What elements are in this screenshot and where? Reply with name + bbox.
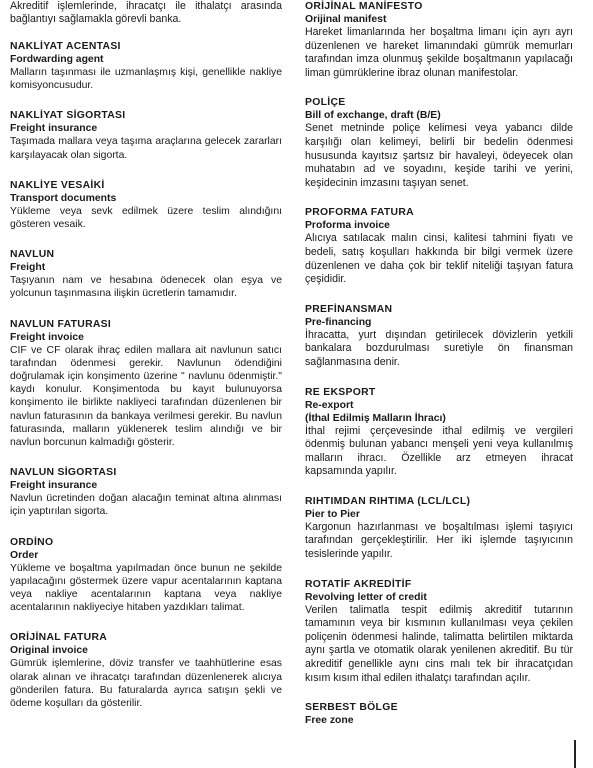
glossary-entry <box>305 386 573 479</box>
entry-translation: Proforma invoice <box>305 220 390 232</box>
glossary-entry <box>305 206 573 286</box>
left-column <box>10 0 282 727</box>
entry-translation: Orijinal manifest <box>305 14 387 25</box>
glossary-entry <box>10 318 282 450</box>
right-entries <box>305 0 573 727</box>
glossary-entry <box>305 578 573 686</box>
entry-translation: Freight insurance <box>10 123 98 135</box>
entry-term: POLİÇE <box>305 97 346 109</box>
glossary-entry <box>10 536 282 615</box>
glossary-entry <box>10 179 282 231</box>
glossary-entry <box>10 248 282 300</box>
entry-translation: Order <box>10 549 39 561</box>
entry-term: SERBEST BÖLGE <box>305 702 398 714</box>
glossary-entry <box>305 96 573 190</box>
glossary-entry <box>10 631 282 710</box>
entry-definition: İhracatta, yurt dışından getirilecek dövizlerin yetkili bankalara bozdurulması suretiyle ön finansman sağlanmasına denir. <box>305 328 573 368</box>
entry-definition: Hareket limanlarında her boşaltma limanı için ayrı ayrı düzenlenen ve hareket limanındaki gümrük memurları tarafından imza olunmuş şekilde boşaltmanın yapılacağı liman gümrüklerine ibraz olunan manifestolar. <box>305 26 573 79</box>
entry-definition: Navlun ücretinden doğan alacağın teminat altına alınması için yaptırılan sigorta. <box>10 493 282 518</box>
entry-definition: İthal rejimi çerçevesinde ithal edilmiş ve vergileri ödenmiş bulunan yabancı menşeli yeni veya kullanılmış malların ihracı. Özellikle arz etmeyen ihracat kapsamında yapılır. <box>305 424 573 478</box>
entry-translation: Free zone <box>305 715 354 727</box>
entry-term: ORİJİNAL FATURA <box>10 632 108 644</box>
entry-translation: Pier to Pier <box>305 508 360 520</box>
glossary-entry <box>305 495 573 562</box>
entry-translation: Freight <box>10 262 46 274</box>
entry-term: RIHTIMDAN RIHTIMA (LCL/LCL) <box>305 495 471 507</box>
entry-translation: Freight invoice <box>10 331 84 343</box>
entry-term: ROTATİF AKREDİTİF <box>305 578 412 590</box>
entry-term: NAVLUN <box>10 249 55 261</box>
entry-translation: Re-export (İthal Edilmiş Malların İhracı) <box>305 399 446 424</box>
entry-translation: Revolving letter of credit <box>305 591 427 603</box>
entry-definition: Senet metninde poliçe kelimesi veya yabancı dilde karşılığı olan kelimeyi, belirli bir bedelin ödenmesi hususunda kayıtsız şartsız bir havaleyi, ödeyecek olan muhatabın ad ve soyadını, keşide tarihi ve yerini, keşidecinin imzasını taşıyan senet. <box>305 122 573 189</box>
entry-translation: Transport documents <box>10 192 117 204</box>
entry-definition: Verilen talimatla tespit edilmiş akreditif tutarının tamamının veya bir kısmının kullanılması veya çekilen poliçenin ödenmesi halinde, talimatta belirtilen miktarda aynı şartla ve otomatik olarak yenilenen akreditif. Bu tür akreditif genellikle aynı cins malı tek bir ihracatçıdan kısım kısım ithal edilen ithalatçı tarafından açılır. <box>305 603 573 684</box>
entry-term: PREFİNANSMAN <box>305 303 393 315</box>
entry-term: NAVLUN SİGORTASI <box>10 467 117 479</box>
left-top-fragment: Akreditif işlemlerinde, ihracatçı ile ithalatçı arasında bağlantıyı sağlamakla görevli banka. <box>10 0 282 25</box>
entry-translation: Pre-financing <box>305 316 372 328</box>
glossary-entry <box>305 303 573 370</box>
entry-term: NAKLİYAT SİGORTASI <box>10 110 126 122</box>
entry-translation: Bill of exchange, draft (B/E) <box>305 110 441 122</box>
right-column <box>305 0 573 743</box>
entry-term: ORDİNO <box>10 536 54 548</box>
entry-definition: Alıcıya satılacak malın cinsi, kalitesi tahmini fiyatı ve bedeli, satış koşulları hakkında bir bilgi vermek üzere düzenlenen ve daha çok bir teklif niteliği taşıyan fatura çeşididir. <box>305 232 573 286</box>
entry-term: NAVLUN FATURASI <box>10 318 112 330</box>
entry-definition: Yükleme veya sevk edilmek üzere teslim alındığını gösteren vesaik. <box>10 205 282 231</box>
entry-translation: Fordwarding agent <box>10 54 104 65</box>
entry-definition: Kargonun hazırlanması ve boşaltılması işlemi taşıyıcı tarafından gerçekleştirilir. Her iki işlemde taşıyıcının tesislerinde yapılır. <box>305 520 573 561</box>
glossary-entry <box>10 109 282 161</box>
margin-rule <box>574 740 576 768</box>
entry-definition: Taşımada mallara veya taşıma araçlarına gelecek zararları karşılayacak olan sigorta. <box>10 136 282 161</box>
left-entries <box>10 40 282 710</box>
entry-translation: Original invoice <box>10 645 88 657</box>
entry-term: NAKLİYAT ACENTASI <box>10 41 121 52</box>
glossary-entry <box>10 40 282 92</box>
entry-translation: Freight insurance <box>10 480 98 492</box>
entry-definition: Gümrük işlemlerine, döviz transfer ve taahhütlerine esas olarak alınan ve ihracatçı tarafından düzenlenerek alıcıya gönderilen fatura. Bu faturalarda ayrıca satışın şekli ve ödeme koşulları da gösterilir. <box>10 658 282 710</box>
entry-term: PROFORMA FATURA <box>305 207 414 219</box>
entry-term: NAKLİYE VESAİKİ <box>10 179 105 191</box>
entry-definition: CIF ve CF olarak ihraç edilen mallara ait navlunun satıcı tarafından ödenmesi gerekir. Navlunun ödendiğini doğrulamak için konşimento üzerine " navlunu ödenmiştir." kaydı konulur. Konşimentoda bu kayıt bulunuyorsa konşimento ile birlikte nakliyeci tarafından düzenlenen bir navlun faturasının da bankaya verilmesi gerekir. Bu navlun faturasında, malların yüklenerek teslim alındığı ve bir navlun borcunun kalmadığı gösterir. <box>10 344 282 449</box>
entry-definition: Malların taşınması ile uzmanlaşmış kişi, genellikle nakliye komisyoncusudur. <box>10 67 282 92</box>
entry-definition: Yükleme ve boşaltma yapılmadan önce bunun ne şekilde yapılacağını göstermek üzere vapur acentalarının kaptana veya nakliye acentalarının kaptana veya nakliye acentalarının nakliyeciye hitaben yazdıkları talimat. <box>10 562 282 614</box>
glossary-entry <box>305 0 573 80</box>
glossary-entry <box>10 466 282 518</box>
entry-term: ORİJİNAL MANİFESTO <box>305 1 423 12</box>
glossary-entry <box>305 701 573 727</box>
entry-term: RE EKSPORT <box>305 386 376 398</box>
entry-definition: Taşıyanın nam ve hesabına ödenecek olan eşya ve yolcunun taşınmasına ilişkin ücretlerin tamamıdır. <box>10 275 282 300</box>
